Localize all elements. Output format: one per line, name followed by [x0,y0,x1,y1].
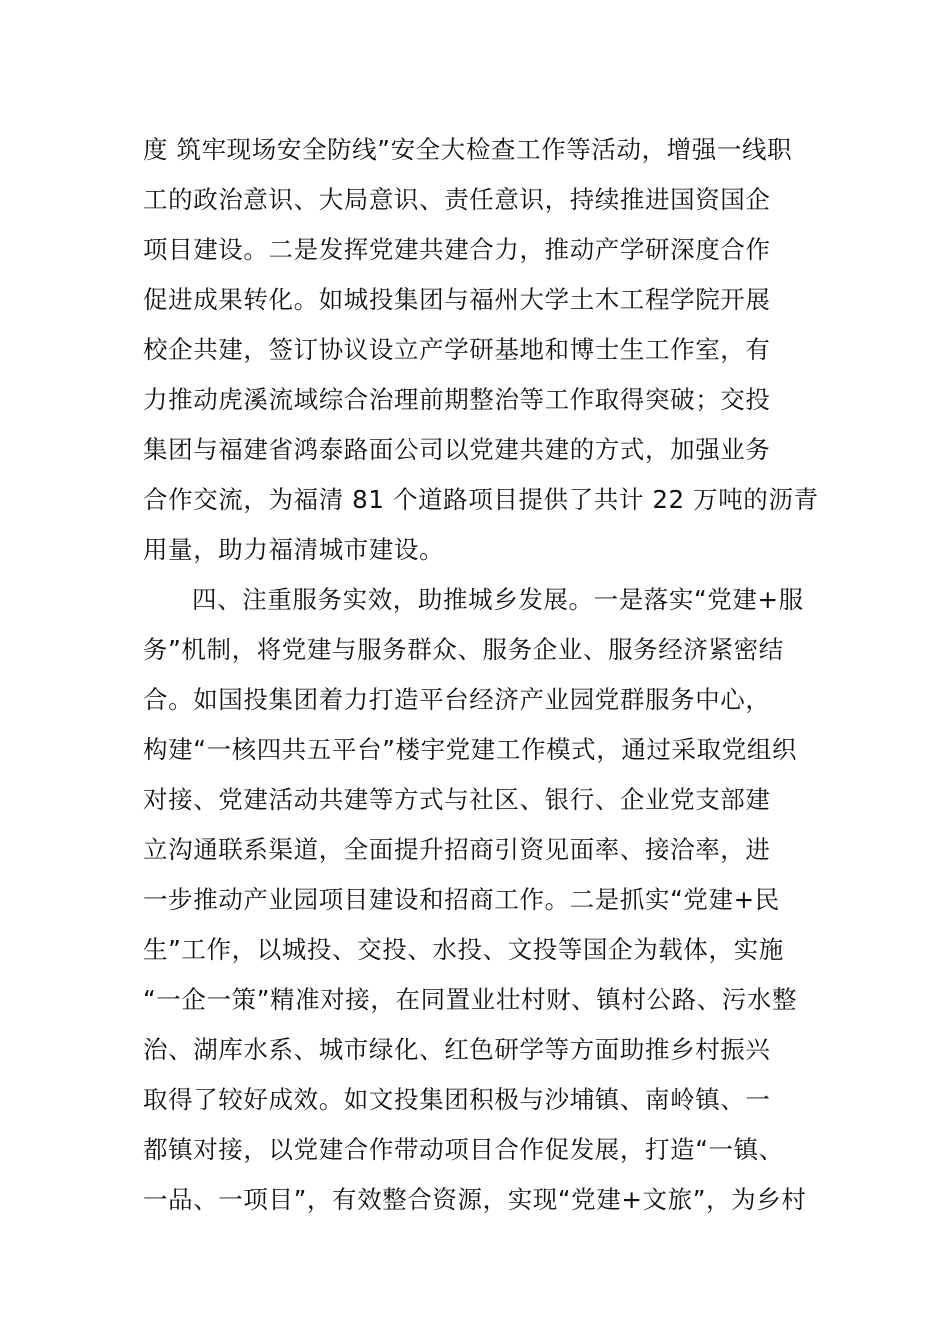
text-line: 务”机制，将党建与服务群众、服务企业、服务经济紧密结 [143,635,784,664]
text-line: 度 筑牢现场安全防线”安全大检查工作等活动，增强一线职 [143,135,793,164]
text-line: 用量，助力福清城市建设。 [143,535,445,564]
text-line: 促进成果转化。如城投集团与福州大学土木工程学院开展 [143,285,771,314]
text-line: 一步推动产业园项目建设和招商工作。二是抓实“党建+民 [143,885,780,914]
text-line: 对接、党建活动共建等方式与社区、银行、企业党支部建 [143,785,771,814]
text-line: 都镇对接，以党建合作带动项目合作促发展，打造“一镇、 [143,1135,784,1164]
text-line: 治、湖库水系、城市绿化、红色研学等方面助推乡村振兴 [143,1035,771,1064]
text-line: 项目建设。二是发挥党建共建合力，推动产学研深度合作 [143,235,771,264]
text-line: “一企一策”精准对接，在同置业壮村财、镇村公路、污水整 [143,985,798,1014]
paragraph-start-line: 四、注重服务实效，助推城乡发展。一是落实“党建+服 [192,585,804,614]
text-line: 立沟通联系渠道，全面提升招商引资见面率、接洽率，进 [143,835,771,864]
text-line: 集团与福建省鸿泰路面公司以党建共建的方式，加强业务 [143,435,771,464]
text-line: 合。如国投集团着力打造平台经济产业园党群服务中心， [143,685,771,714]
text-line: 构建“一核四共五平台”楼宇党建工作模式，通过采取党组织 [143,735,798,764]
text-line: 工的政治意识、大局意识、责任意识，持续推进国资国企 [143,185,771,214]
text-line: 生”工作，以城投、交投、水投、文投等国企为载体，实施 [143,935,784,964]
text-line: 校企共建，签订协议设立产学研基地和博士生工作室，有 [143,335,771,364]
text-line: 取得了较好成效。如文投集团积极与沙埔镇、南岭镇、一 [143,1085,771,1114]
text-line: 合作交流，为福清 81 个道路项目提供了共计 22 万吨的沥青 [143,485,819,514]
text-line: 一品、一项目”，有效整合资源，实现“党建+文旅”，为乡村 [143,1185,807,1214]
text-line: 力推动虎溪流域综合治理前期整治等工作取得突破；交投 [143,385,771,414]
